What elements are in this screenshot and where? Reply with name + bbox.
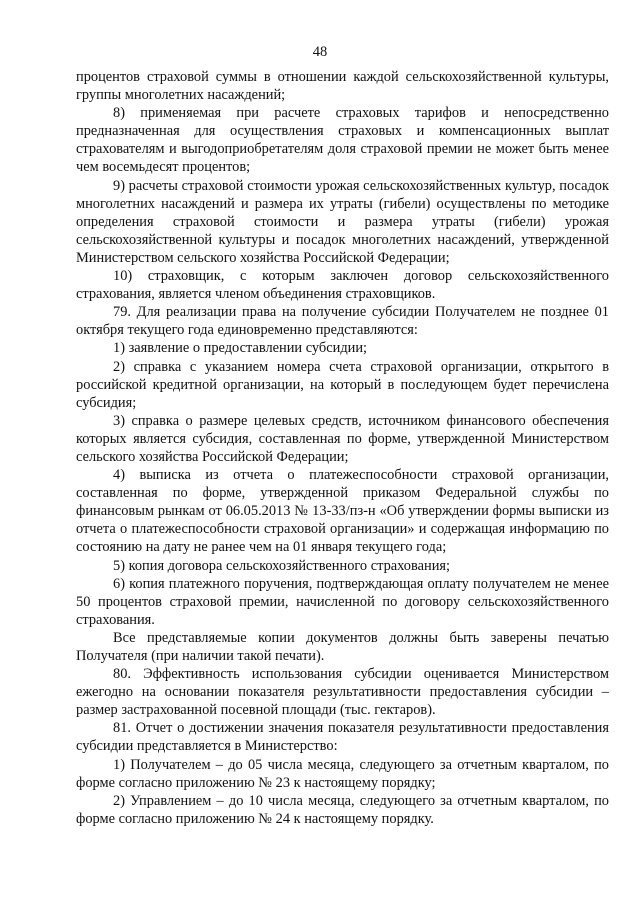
paragraph: Все представляемые копии документов должны быть заверены печатью Получателя (при наличии такой печати). xyxy=(76,629,609,664)
paragraph: 1) Получателем – до 05 числа месяца, следующего за отчетным кварталом, по форме согласно приложению № 23 к настоящему порядку; xyxy=(76,756,609,791)
paragraph: 8) применяемая при расчете страховых тарифов и непосредственно предназначенная для осуществления страховых и компенсационных выплат страхователям и выгодоприобретателям доля страховой премии не может быть менее чем восемьдесят процентов; xyxy=(76,105,609,176)
paragraph: 10) страховщик, с которым заключен договор сельскохозяйственного страхования, является членом объединения страховщиков. xyxy=(76,268,609,303)
paragraph: процентов страховой суммы в отношении каждой сельскохозяйственной культуры, группы многолетних насаждений; xyxy=(76,69,609,104)
paragraph: 2) Управлением – до 10 числа месяца, следующего за отчетным кварталом, по форме согласно приложению № 24 к настоящему порядку. xyxy=(76,792,609,827)
paragraph: 9) расчеты страховой стоимости урожая сельскохозяйственных культур, посадок многолетних насаждений и размера их утраты (гибели) осуществлены по методике определения страховой стоимости и размера утраты (гибели) урожая сельскохозяйственной культуры и посадок многолетних насаждений, утвержденной Министерством сельского хозяйства Российской Федерации; xyxy=(76,177,609,266)
paragraph: 5) копия договора сельскохозяйственного страхования; xyxy=(113,557,451,574)
document-body xyxy=(76,68,609,828)
paragraph: 1) заявление о предоставлении субсидии; xyxy=(113,340,368,357)
paragraph: 2) справка с указанием номера счета страховой организации, открытого в российской кредитной организации, на который в последующем будет перечислена субсидия; xyxy=(76,358,609,411)
paragraph: 80. Эффективность использования субсидии оценивается Министерством ежегодно на основании показателя результативности предоставления субсидии – размер застрахованной посевной площади (тыс. гектаров). xyxy=(76,666,609,719)
paragraph: 81. Отчет о достижении значения показателя результативности предоставления субсидии представляется в Министерство: xyxy=(76,720,609,755)
paragraph: 6) копия платежного поручения, подтверждающая оплату получателем не менее 50 процентов страховой премии, начисленной по договору сельскохозяйственного страхования. xyxy=(76,575,609,628)
page-number: 48 xyxy=(312,44,328,60)
paragraph: 4) выписка из отчета о платежеспособности страховой организации, составленная по форме, утвержденной приказом Федеральной службы по финансовым рынкам от 06.05.2013 № 13-33/пз-н «Об утверждении формы выписки из отчета о платежеспособности страховой организации» и содержащая информацию по состоянию на дату не ранее чем на 01 января текущего года; xyxy=(76,467,609,556)
paragraph: 3) справка о размере целевых средств, источником финансового обеспечения которых является субсидия, составленная по форме, утвержденной Министерством сельского хозяйства Российской Федерации; xyxy=(76,412,609,465)
paragraph: 79. Для реализации права на получение субсидии Получателем не позднее 01 октября текущего года единовременно представляются: xyxy=(76,304,609,339)
